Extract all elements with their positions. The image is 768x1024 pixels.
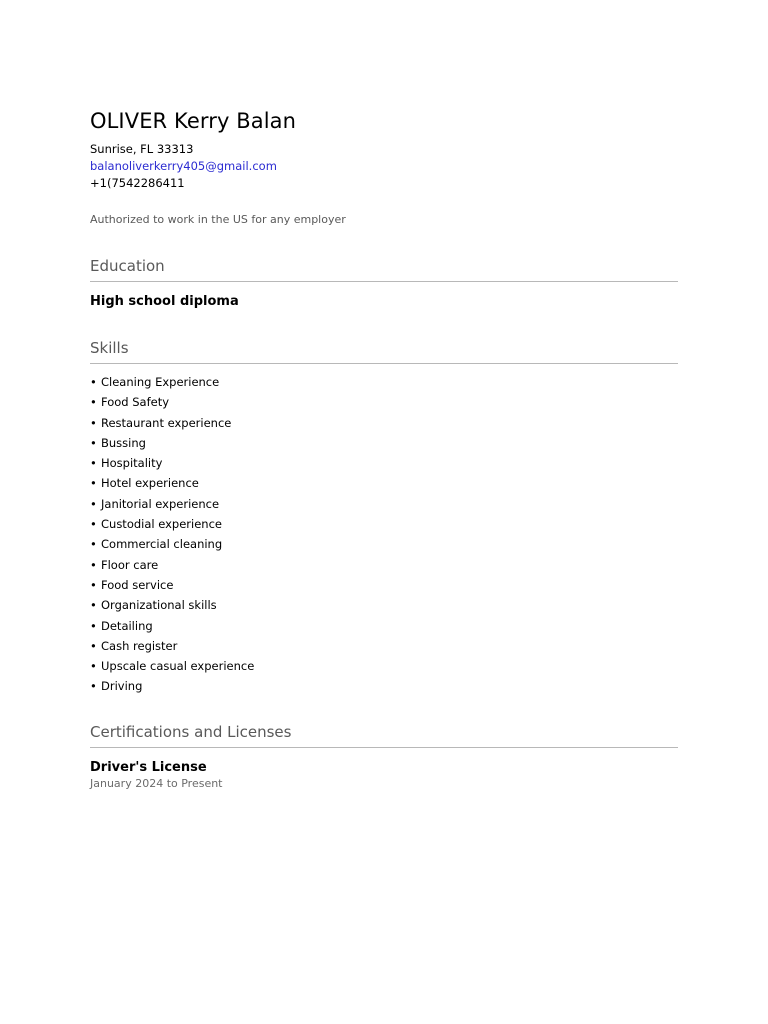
skill-label: Floor care: [101, 557, 159, 572]
skill-label: Upscale casual experience: [101, 659, 255, 674]
skill-item: [90, 453, 678, 473]
certification-dates: January 2024 to Present: [90, 776, 223, 790]
skill-item: [90, 392, 678, 412]
skill-item: [90, 676, 678, 696]
skill-label: Cash register: [101, 638, 178, 653]
bullet-icon: •: [90, 395, 97, 410]
bullet-icon: •: [90, 415, 97, 430]
email-link[interactable]: balanoliverkerry405@gmail.com: [90, 159, 277, 173]
skill-item: [90, 372, 678, 392]
skill-item: [90, 433, 678, 453]
bullet-icon: •: [90, 476, 97, 491]
bullet-icon: •: [90, 679, 97, 694]
skill-label: Hotel experience: [101, 476, 199, 491]
work-authorization: Authorized to work in the US for any employer: [90, 213, 346, 226]
phone: +1(7542286411: [90, 176, 185, 190]
skills-list: [90, 372, 678, 697]
email-line: [90, 158, 678, 175]
certifications-section: [90, 722, 678, 791]
skill-item: [90, 473, 678, 493]
bullet-icon: •: [90, 435, 97, 450]
skill-item: [90, 616, 678, 636]
skill-item: [90, 636, 678, 656]
bullet-icon: •: [90, 375, 97, 389]
skill-item: [90, 413, 678, 433]
skill-label: Organizational skills: [101, 598, 217, 613]
skill-label: Cleaning Experience: [101, 375, 220, 389]
education-degree: High school diploma: [90, 294, 239, 309]
bullet-icon: •: [90, 598, 97, 613]
certifications-title: Certifications and Licenses: [90, 722, 678, 748]
skills-section: [90, 338, 678, 697]
candidate-name: OLIVER Kerry Balan: [90, 109, 297, 133]
skill-item: [90, 595, 678, 615]
bullet-icon: •: [90, 638, 97, 653]
certification-name: Driver's License: [90, 759, 207, 775]
skill-item: [90, 534, 678, 554]
skill-label: Food Safety: [101, 395, 170, 410]
bullet-icon: •: [90, 557, 97, 572]
bullet-icon: •: [90, 517, 97, 532]
skill-label: Janitorial experience: [101, 496, 220, 511]
education-title: Education: [90, 256, 678, 282]
skill-label: Detailing: [101, 618, 153, 633]
skill-label: Restaurant experience: [101, 415, 232, 430]
skill-item: [90, 575, 678, 595]
bullet-icon: •: [90, 618, 97, 633]
education-section: [90, 256, 678, 310]
skill-item: [90, 494, 678, 514]
skill-label: Hospitality: [101, 456, 163, 471]
location: Sunrise, FL 33313: [90, 142, 194, 156]
skill-label: Commercial cleaning: [101, 537, 223, 552]
skill-label: Custodial experience: [101, 517, 222, 532]
skill-item: [90, 555, 678, 575]
skill-label: Food service: [101, 577, 174, 592]
skills-title: Skills: [90, 338, 678, 364]
skill-item: [90, 514, 678, 534]
bullet-icon: •: [90, 496, 97, 511]
bullet-icon: •: [90, 456, 97, 471]
bullet-icon: •: [90, 659, 97, 674]
skill-item: [90, 656, 678, 676]
skill-label: Bussing: [101, 435, 146, 450]
skill-label: Driving: [101, 679, 143, 694]
bullet-icon: •: [90, 577, 97, 592]
bullet-icon: •: [90, 537, 97, 552]
